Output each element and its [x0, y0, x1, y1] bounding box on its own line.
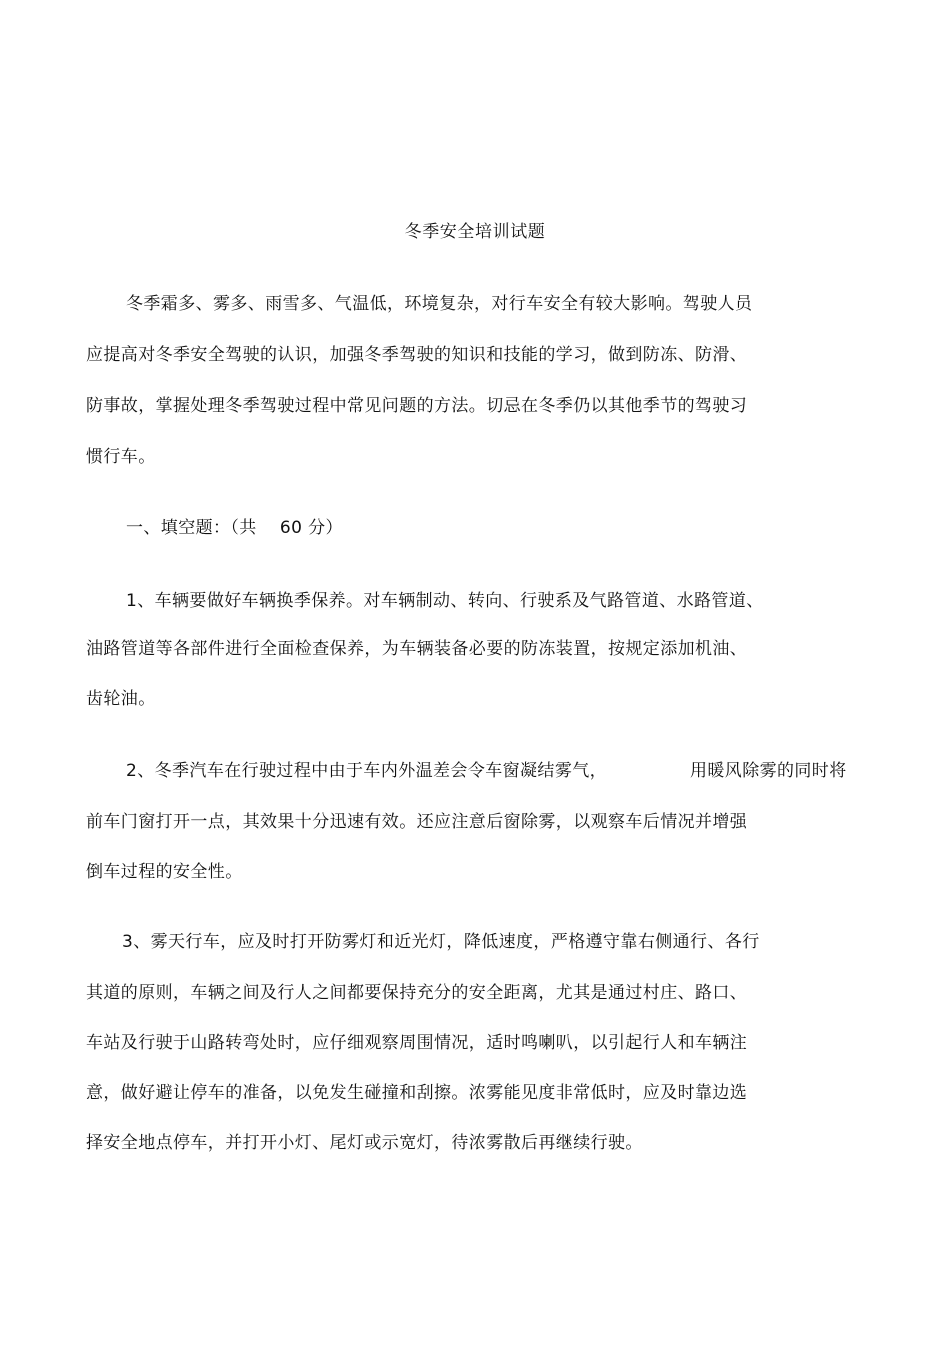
item2-line-1a: 2、冬季汽车在行驶过程中由于车内外温差会令车窗凝结雾气，: [126, 761, 608, 781]
item3-line-5: 择安全地点停车，并打开小灯、尾灯或示宽灯，待浓雾散后再继续行驶。: [86, 1133, 643, 1153]
item1-line-3: 齿轮油。: [86, 689, 156, 709]
section-heading: 一、填空题：（共 60 分）: [126, 518, 343, 538]
intro-line-1: 冬季霜多、雾多、雨雪多、气温低，环境复杂，对行车安全有较大影响。驾驶人员: [126, 294, 753, 314]
item3-line-2: 其道的原则，车辆之间及行人之间都要保持充分的安全距离，尤其是通过村庄、路口、: [86, 983, 748, 1003]
item3-line-3: 车站及行驶于山路转弯处时，应仔细观察周围情况，适时鸣喇叭，以引起行人和车辆注: [86, 1033, 748, 1053]
document-title: 冬季安全培训试题: [404, 222, 546, 242]
item2-line-3: 倒车过程的安全性。: [86, 862, 243, 882]
intro-line-4: 惯行车。: [86, 447, 156, 467]
item2-line-2: 前车门窗打开一点，其效果十分迅速有效。还应注意后窗除雾，以观察车后情况并增强: [86, 812, 748, 832]
item2-line-1b: 用暖风除雾的同时将: [690, 761, 847, 781]
item1-line-2: 油路管道等各部件进行全面检查保养，为车辆装备必要的防冻装置，按规定添加机油、: [86, 639, 748, 659]
item1-line-1: 1、车辆要做好车辆换季保养。对车辆制动、转向、行驶系及气路管道、水路管道、: [126, 591, 764, 611]
intro-line-3: 防事故，掌握处理冬季驾驶过程中常见问题的方法。切忌在冬季仍以其他季节的驾驶习: [86, 396, 748, 416]
item3-line-1: 3、雾天行车，应及时打开防雾灯和近光灯，降低速度，严格遵守靠右侧通行、各行: [122, 932, 760, 952]
intro-line-2: 应提高对冬季安全驾驶的认识，加强冬季驾驶的知识和技能的学习，做到防冻、防滑、: [86, 345, 748, 365]
item3-line-4: 意，做好避让停车的准备，以免发生碰撞和刮擦。浓雾能见度非常低时，应及时靠边选: [86, 1083, 748, 1103]
